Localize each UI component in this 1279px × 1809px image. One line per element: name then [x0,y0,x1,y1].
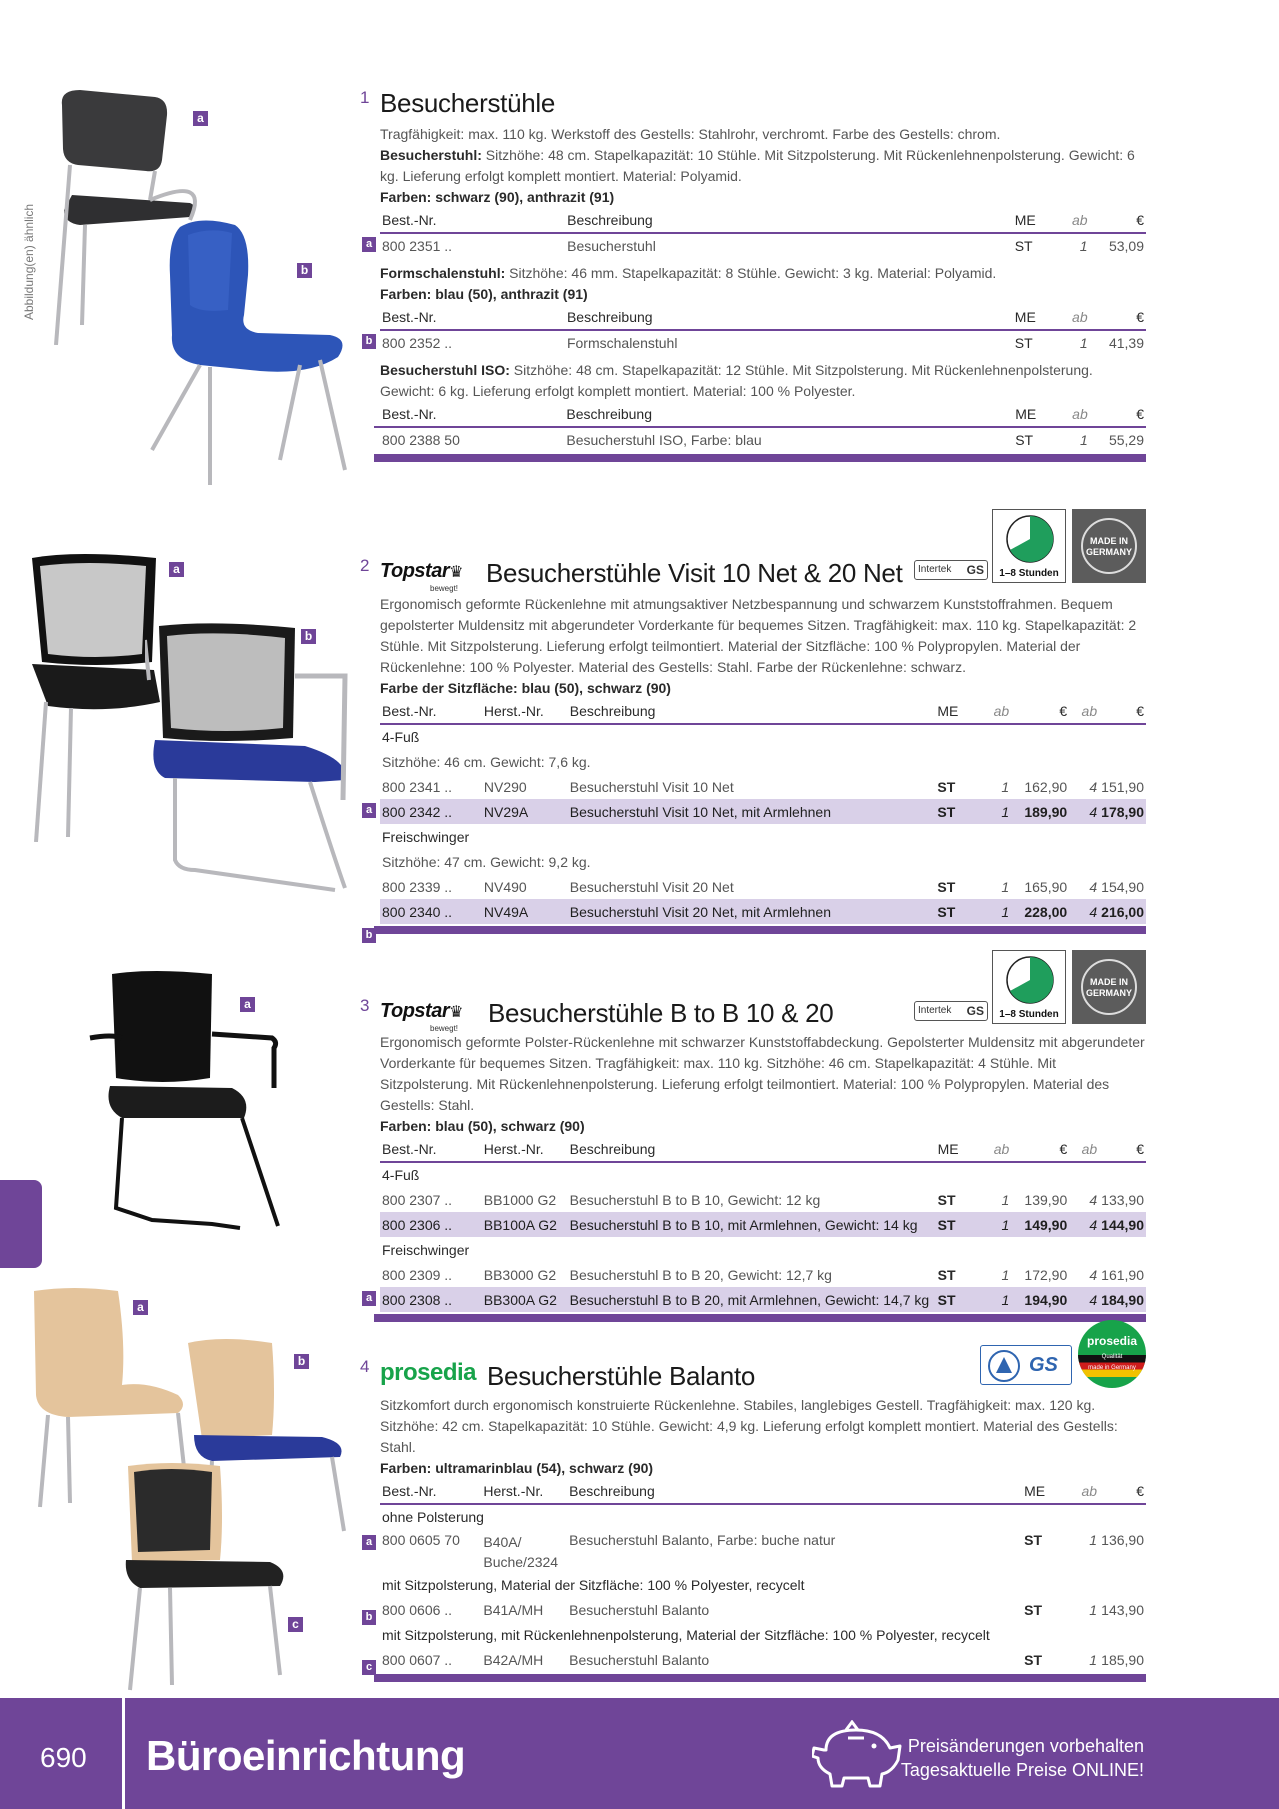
product-table: Best.-Nr. Herst.-Nr. Beschreibung ME ab € ab € 4-Fuß 800 2307 .. BB1000 G2 Besucherstuhl B to B 10, Gewicht: 12 kg ST 1 139,90 4 133,90 800 2306 .. BB100A G2 Besucherstuhl B to B 10, mit Armlehnen, Gewicht: 14 kg ST 1 149,90 4 144,90 Freischwinger 800 2309 .. BB3000 G2 Besucherstuhl B to B 20, Gewicht: 12,7 kg ST 1 172,90 4 161,90 800 2308 .. BB300A G2 Besucherstuhl B to B 20, mit Armlehnen, Gewicht: 14,7 kg ST 1 194,90 4 184,90 [380,1137,1146,1312]
assembly-time-badge: 1–8 Stunden [992,509,1066,583]
made-in-germany-badge: MADE IN GERMANY [1072,509,1146,583]
row-tag: a [362,1535,376,1550]
row-tag: b [362,928,376,943]
section-number: 4 [360,1357,370,1376]
section-number: 3 [360,996,370,1015]
section-title: Besucherstühle Balanto [487,1361,756,1391]
product-colors: Farben: ultramarinblau (54), schwarz (90) [380,1460,654,1476]
image-letter-c: c [288,1617,303,1632]
section-visit-net [360,556,1146,941]
online-prices-note[interactable]: Tagesaktuelle Preise ONLINE! [900,1760,1144,1780]
page-footer [0,1698,1279,1809]
topstar-logo: Topstar♛ bewegt! [380,1000,464,1033]
row-tag: b [362,334,376,349]
table-row[interactable]: 800 0606 .. B41A/MH Besucherstuhl Balanto ST 1 143,90 [382,1601,1144,1618]
section-b-to-b [360,996,1146,1322]
section-description: Sitzkomfort durch ergonomisch konstruierte Rückenlehne. Stabiles, langlebiges Gestell. Tragfähigkeit: max. 120 kg. Sitzhöhe: 42 cm. Stapelkapazität: 10 Stühle. Gewicht: 4,9 kg. Lieferung erfolgt komplett montiert. Material des Gestells: Stahl. [380,1397,1118,1455]
price-change-note: Preisänderungen vorbehalten [907,1736,1144,1756]
row-tag: b [362,1610,376,1625]
image-letter-b: b [294,1354,309,1369]
table-row[interactable]: 800 2388 50 Besucherstuhl ISO, Farbe: blau ST 1 55,29 [382,432,1144,448]
product-a-colors: Farben: schwarz (90), anthrazit (91) [380,189,615,205]
product-table-b: Best.-Nr. Beschreibung ME ab € 800 2352 .. Formschalenstuhl ST 1 41,39 [380,305,1146,355]
group-label: 4-Fuß [382,729,420,745]
row-tag: a [362,803,376,818]
intertek-gs-badge: Intertek GS [914,560,988,580]
table-row[interactable]: 800 2351 .. Besucherstuhl ST 1 53,09 [382,238,1144,254]
section-description: Ergonomisch geformte Rückenlehne mit atmungsaktiver Netzbespannung und schwarzem Kunststoffrahmen. Bequem gepolsterter Muldensitz mit abgerundeter Vorderkante für bequemes Sitzen. Tragfähigkeit: max. 110 kg. Stapelkapazität: 2 Stühle. Mit Sitzpolsterung. Lieferung erfolgt teilmontiert. Material der Sitzfläche: 100 % Polypropylen. Material der Rückenlehne: 100 % Polyester. Material des Gestells: Stahl. Farbe der Rückenlehne: schwarz. [380,596,1137,675]
image-letter-b: b [301,629,316,644]
product-table-c: Best.-Nr. Beschreibung ME ab € 800 2388 50 Besucherstuhl ISO, Farbe: blau ST 1 55,29 [374,402,1146,452]
table-row[interactable]: 800 2341 .. NV290 Besucherstuhl Visit 10 Net ST 1 162,90 4 151,90 [382,778,1144,795]
product-colors: Farben: blau (50), schwarz (90) [380,1118,585,1134]
table-row[interactable]: 800 2306 .. BB100A G2 Besucherstuhl B to B 10, mit Armlehnen, Gewicht: 14 kg ST 1 149,90 4 144,90 [380,1212,1146,1237]
image-letter-a: a [240,997,255,1012]
product-c-description: Besucherstuhl ISO: Sitzhöhe: 48 cm. Stapelkapazität: 12 Stühle. Mit Sitzpolsterung. Mit Rückenlehnenpolsterung. Gewicht: 6 kg. Lieferung erfolgt komplett montiert. Material: 100 % Polyester. [380,362,1093,399]
table-row[interactable]: 800 0605 70 B40A/ Buche/2324 Besucherstuhl Balanto, Farbe: buche natur ST 1 136,90 [382,1532,1144,1570]
chair-image-4c [120,1460,290,1695]
assembly-time-badge: 1–8 Stunden [992,950,1066,1024]
image-letter-b: b [297,263,312,278]
chapter-tab[interactable] [0,1180,42,1268]
product-a-description: Besucherstuhl: Sitzhöhe: 48 cm. Stapelkapazität: 10 Stühle. Mit Sitzpolsterung. Mit Rückenlehnenpolsterung. Gewicht: 6 kg. Lieferung erfolgt komplett montiert. Material: Polyamid. [380,147,1135,184]
section-besucherstuehle [360,88,1146,462]
product-table: Best.-Nr. Herst.-Nr. Beschreibung ME ab € ab € 4-Fuß Sitzhöhe: 46 cm. Gewicht: 7,6 kg. 800 2341 .. NV290 Besucherstuhl Visit 10 Net ST 1 162,90 4 151,90 800 2342 .. NV29A Besucherstuhl Visit 10 Net, mit Armlehnen ST 1 189,90 4 178,90 Freischwinger Sitzhöhe: 47 cm. Gewicht: 9,2 kg. 800 2339 .. NV490 Besucherstuhl Visit 20 Net ST 1 165,90 4 154,90 800 2340 .. NV49A Besucherstuhl Visit 20 Net, mit Armlehnen ST 1 228,00 4 216,00 [380,699,1146,924]
product-b-description: Formschalenstuhl: Sitzhöhe: 46 mm. Stapelkapazität: 8 Stühle. Gewicht: 3 kg. Material: Polyamid. [380,265,997,281]
group-label: mit Sitzpolsterung, mit Rückenlehnenpolsterung, Material der Sitzfläche: 100 % Polyester, recycelt [382,1626,990,1643]
section-end-bar [374,926,1146,934]
table-row[interactable]: 800 2307 .. BB1000 G2 Besucherstuhl B to B 10, Gewicht: 12 kg ST 1 139,90 4 133,90 [382,1191,1144,1208]
section-title: Besucherstühle [380,88,556,118]
group-label: 4-Fuß [382,1167,420,1183]
product-table: Best.-Nr. Herst.-Nr. Beschreibung ME ab € ohne Polsterung 800 0605 70 B40A/ Buche/2324 Besucherstuhl Balanto, Farbe: buche natur ST 1 136,90 mit Sitzpolsterung, Material der Sitzfläche: 100 % Polyester, recycelt 800 0606 .. B41A/MH Besucherstuhl Balanto ST 1 143,90 mit Sitzpolsterung, mit Rückenlehnenpolsterung, Material der Sitzfläche: 100 % Polyester, recycelt 800 0607 .. B42A/MH Besucherstuhl Balanto ST 1 185,90 [380,1479,1146,1672]
footer-divider [122,1698,125,1809]
chair-image-3a [82,968,292,1233]
topstar-logo: Topstar♛ bewegt! [380,560,464,593]
row-tag: c [362,1660,376,1675]
page-number: 690 [40,1742,87,1773]
image-letter-a: a [193,111,208,126]
section-end-bar [374,1674,1146,1682]
section-description: Ergonomisch geformte Polster-Rückenlehne mit schwarzer Kunststoffabdeckung. Gepolsterter Muldensitz mit abgerundeter Vorderkante für bequemes Sitzen. Tragfähigkeit: max. 110 kg. Sitzhöhe: 46 cm. Stapelkapazität: 4 Stühle. Mit Sitzpolsterung. Mit Rückenlehnenpolsterung. Lieferung erfolgt teilmontiert. Material: 100 % Polypropylen. Material des Gestells: Stahl. [380,1034,1145,1113]
table-row[interactable]: 800 2352 .. Formschalenstuhl ST 1 41,39 [382,335,1144,351]
section-balanto [360,1357,1146,1682]
image-disclaimer: Abbildung(en) ähnlich [22,203,36,320]
image-letter-a: a [169,562,184,577]
table-row[interactable]: 800 2309 .. BB3000 G2 Besucherstuhl B to B 20, Gewicht: 12,7 kg ST 1 172,90 4 161,90 [382,1266,1144,1283]
chair-image-1b [140,215,355,490]
section-end-bar [374,1314,1146,1322]
category-title[interactable]: Büroeinrichtung [146,1732,466,1779]
group-label: Freischwinger [382,1241,470,1258]
table-row[interactable]: 800 2342 .. NV29A Besucherstuhl Visit 10 Net, mit Armlehnen ST 1 189,90 4 178,90 [380,799,1146,824]
table-row[interactable]: 800 2308 .. BB300A G2 Besucherstuhl B to B 20, mit Armlehnen, Gewicht: 14,7 kg ST 1 194,90 4 184,90 [380,1287,1146,1312]
section-description: Tragfähigkeit: max. 110 kg. Werkstoff des Gestells: Stahlrohr, verchromt. Farbe des Gestells: chrom. [380,126,1001,142]
section-number: 2 [360,556,370,575]
piggy-bank-icon [812,1720,904,1792]
group-label: ohne Polsterung [382,1509,484,1525]
table-row[interactable]: 800 0607 .. B42A/MH Besucherstuhl Balanto ST 1 185,90 [382,1651,1144,1668]
made-in-germany-badge: MADE IN GERMANY [1072,950,1146,1024]
intertek-gs-badge: Intertek GS [914,1001,988,1021]
prosedia-quality-badge: prosedia Qualität made in Germany [1078,1320,1146,1388]
section-title: Besucherstühle B to B 10 & 20 [488,998,834,1028]
section-number: 1 [360,88,370,107]
gs-certification-badge: GS [980,1345,1072,1385]
section-title: Besucherstühle Visit 10 Net & 20 Net [486,558,903,588]
group-label: mit Sitzpolsterung, Material der Sitzfläche: 100 % Polyester, recycelt [382,1576,805,1593]
table-row[interactable]: 800 2340 .. NV49A Besucherstuhl Visit 20 Net, mit Armlehnen ST 1 228,00 4 216,00 [380,899,1146,924]
image-letter-a: a [133,1300,148,1315]
section-end-bar [374,454,1146,462]
product-b-colors: Farben: blau (50), anthrazit (91) [380,286,588,302]
product-colors: Farbe der Sitzfläche: blau (50), schwarz (90) [380,680,671,696]
group-label: Freischwinger [382,828,470,845]
row-tag: a [362,1291,376,1306]
group-sublabel: Sitzhöhe: 47 cm. Gewicht: 9,2 kg. [382,853,591,870]
chair-image-2b [145,620,350,895]
product-table-a: Best.-Nr. Beschreibung ME ab € 800 2351 .. Besucherstuhl ST 1 53,09 [380,208,1146,258]
prosedia-logo: prosedia [380,1359,477,1386]
table-row[interactable]: 800 2339 .. NV490 Besucherstuhl Visit 20 Net ST 1 165,90 4 154,90 [382,878,1144,895]
row-tag: a [362,237,376,252]
group-sublabel: Sitzhöhe: 46 cm. Gewicht: 7,6 kg. [382,753,591,770]
